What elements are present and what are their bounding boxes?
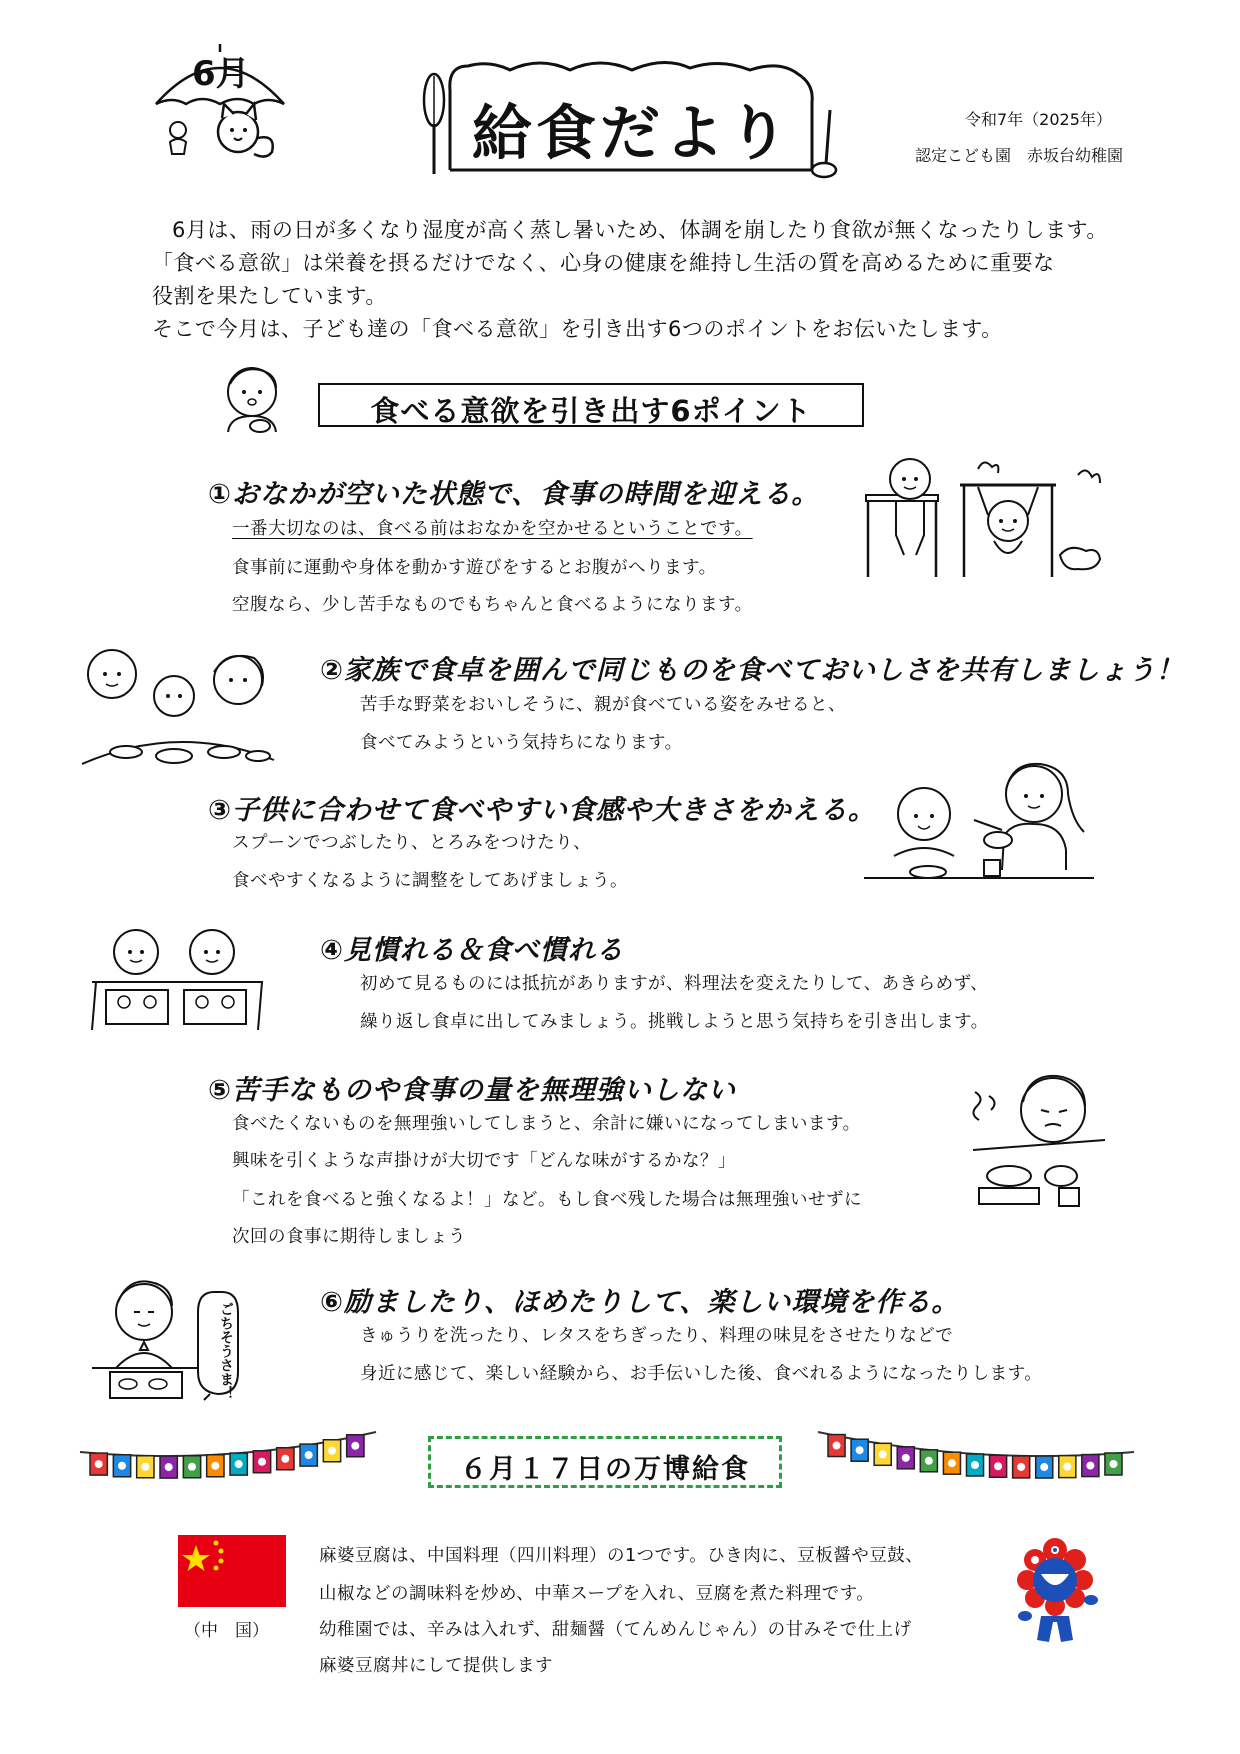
intro-line: 役割を果たしています。	[152, 284, 387, 308]
pennant-emblem	[328, 1447, 336, 1455]
point-1-line: 空腹なら、少し苦手なものでもちゃんと食べるようになります。	[232, 595, 753, 615]
pennant-emblem	[95, 1460, 103, 1468]
month-badge	[150, 42, 290, 162]
pennant-emblem	[879, 1450, 887, 1458]
ladle-icon	[812, 110, 836, 177]
mother-feeding-baby-illustration	[862, 760, 1097, 885]
bunting-left	[78, 1424, 378, 1500]
expo-line: 麻婆豆腐丼にして提供します	[319, 1656, 553, 1676]
country-label: （中 国）	[184, 1621, 269, 1641]
point-3-heading: ③子供に合わせて食べやすい食感や大きさをかえる。	[208, 795, 876, 826]
pennant-emblem	[281, 1455, 289, 1463]
speech-bubble-text: ごちそうさま！	[218, 1302, 234, 1400]
point-5-line: 次回の食事に期待しましょう	[232, 1227, 466, 1247]
point-5-heading: ⑤苦手なものや食事の量を無理強いしない	[208, 1075, 736, 1106]
point-1-heading: ①おなかが空いた状態で、食事の時間を迎える。	[208, 479, 820, 510]
expo-line: 幼稚園では、辛みは入れず、甜麺醤（てんめんじゃん）の甘みそで仕上げ	[319, 1620, 912, 1640]
point-6-line: きゅうりを洗ったり、レタスをちぎったり、料理の味見をさせたりなどで	[360, 1326, 954, 1346]
pennant-emblem	[1109, 1460, 1117, 1468]
pennant-emblem	[165, 1463, 173, 1471]
thankful-child-illustration	[88, 1272, 278, 1402]
point-5-line: 食べたくないものを無理強いしてしまうと、余計に嫌いになってしまいます。	[232, 1114, 861, 1134]
pennant-emblem	[258, 1458, 266, 1466]
pennant-emblem	[1063, 1463, 1071, 1471]
pennant-emblem	[902, 1454, 910, 1462]
pennant-emblem	[235, 1460, 243, 1468]
pennant-emblem	[948, 1459, 956, 1467]
pennant-emblem	[118, 1462, 126, 1470]
point-3-line: 食べやすくなるように調整をしてあげましょう。	[232, 871, 628, 891]
point-3-line: スプーンでつぶしたり、とろみをつけたり、	[232, 833, 592, 853]
pennant-emblem	[1017, 1463, 1025, 1471]
expo-mascot	[1005, 1530, 1105, 1650]
kids-playing-illustration	[860, 455, 1110, 585]
family-dinner-illustration	[78, 640, 278, 770]
point-1-line: 食事前に運動や身体を動かす遊びをするとお腹がへります。	[232, 558, 717, 578]
china-flag	[178, 1535, 286, 1607]
pennant-emblem	[1040, 1463, 1048, 1471]
school-name: 認定こども園 赤坂台幼稚園	[915, 146, 1124, 165]
pennant-emblem	[211, 1462, 219, 1470]
expo-line: 麻婆豆腐は、中国料理（四川料理）の1つです。ひき肉に、豆板醤や豆鼓、	[319, 1546, 924, 1566]
point-4-line: 初めて見るものには抵抗がありますが、料理法を変えたりして、あきらめず、	[360, 974, 989, 994]
eating-child-illustration	[200, 362, 300, 437]
month-badge-text: 6月	[192, 54, 250, 94]
kids-with-trays-illustration	[88, 922, 266, 1032]
title-banner	[420, 50, 840, 180]
point-2-line: 苦手な野菜をおいしそうに、親が食べている姿をみせると、	[360, 695, 846, 715]
point-4-line: 繰り返し食卓に出してみましょう。挑戦しようと思う気持ちを引き出します。	[360, 1012, 989, 1032]
pennant-emblem	[856, 1446, 864, 1454]
cup-icon	[984, 860, 1000, 876]
point-6-line: 身近に感じて、楽しい経験から、お手伝いした後、食べれるようになったりします。	[360, 1364, 1043, 1384]
whisk-icon	[424, 74, 444, 174]
point-5-line: 興味を引くような声掛けが大切です「どんな味がするかな？」	[232, 1151, 736, 1171]
expo-line: 山椒などの調味料を炒め、中華スープを入れ、豆腐を煮た料理です。	[319, 1584, 875, 1604]
star-icon	[178, 1535, 286, 1607]
pennant-emblem	[188, 1463, 196, 1471]
intro-line: 6月は、雨の日が多くなり湿度が高く蒸し暑いため、体調を崩したり食欲が無くなったりします。	[172, 218, 1108, 242]
section-title: 食べる意欲を引き出す6ポイント	[370, 394, 812, 428]
pennant-emblem	[833, 1442, 841, 1450]
picky-eater-illustration	[965, 1066, 1110, 1216]
pennant-emblem	[305, 1451, 313, 1459]
point-2-line: 食べてみようという気持ちになります。	[360, 733, 683, 753]
page-title: 給食だより	[472, 99, 792, 169]
section-title-box	[318, 383, 864, 427]
point-6-heading: ⑥励ましたり、ほめたりして、楽しい環境を作る。	[320, 1287, 960, 1318]
expo-title: ６月１７日の万博給食	[460, 1454, 750, 1485]
point-4-heading: ④見慣れる＆食べ慣れる	[320, 935, 624, 966]
point-1-line: 一番大切なのは、食べる前はおなかを空かせるということです。	[232, 519, 753, 539]
dog-icon	[1060, 548, 1100, 569]
intro-line: 「食べる意欲」は栄養を摂るだけでなく、心身の健康を維持し生活の質を高めるために重要な	[152, 251, 1055, 275]
intro-line: そこで今月は、子ども達の「食べる意欲」を引き出す6つのポイントをお伝いたします。	[152, 317, 1003, 341]
pennant-emblem	[1086, 1462, 1094, 1470]
point-5-line: 「これを食べると強くなるよ！」など。もし食べ残した場合は無理強いせずに	[232, 1190, 862, 1210]
expo-title-box	[428, 1436, 782, 1488]
issue-date: 令和7年（2025年）	[965, 110, 1112, 129]
bunting-right	[816, 1424, 1136, 1500]
point-2-heading: ②家族で食卓を囲んで同じものを食べておいしさを共有しましょう！	[320, 655, 1184, 686]
pennant-emblem	[925, 1457, 933, 1465]
pennant-emblem	[994, 1462, 1002, 1470]
pennant-emblem	[141, 1463, 149, 1471]
spoon-icon	[974, 820, 1002, 830]
pennant-emblem	[351, 1442, 359, 1450]
pennant-emblem	[971, 1461, 979, 1469]
butterfly-icon	[978, 462, 998, 473]
